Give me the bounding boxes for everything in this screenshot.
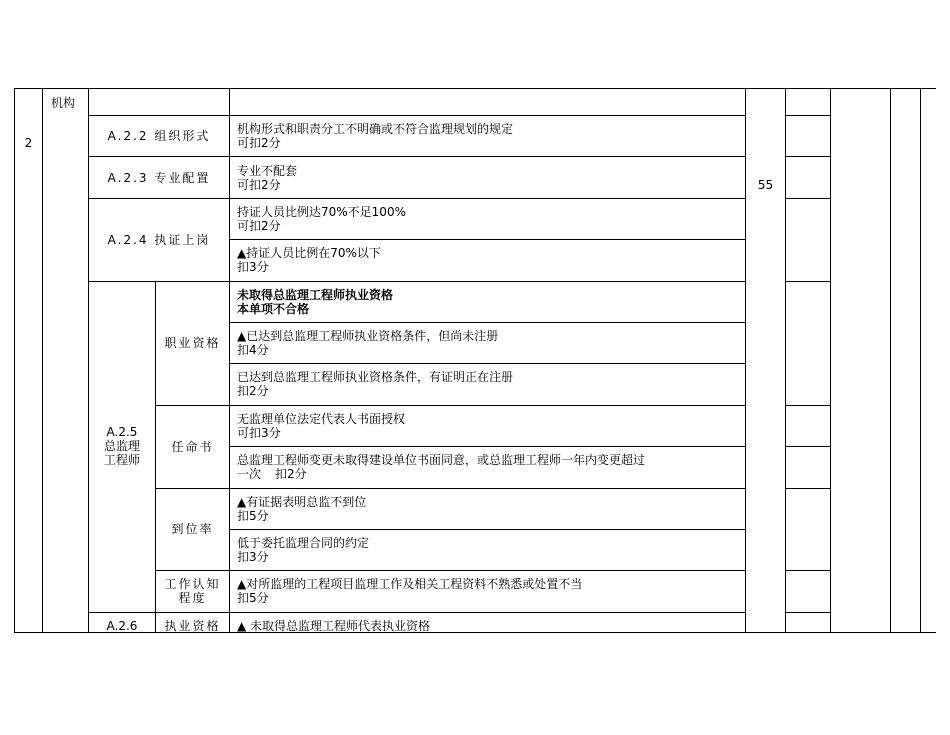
row-divider	[155, 405, 745, 406]
criterion-deduction: 扣2分	[275, 467, 307, 481]
col-divider	[229, 88, 230, 633]
criterion-deduction: 扣5分	[237, 509, 269, 523]
criterion-desc: ▲对所监理的工程项目监理工作及相关工程资料不熟悉或处置不当	[237, 577, 583, 591]
col-divider	[14, 88, 15, 633]
criterion-desc: 机构形式和职责分工不明确或不符合监理规划的规定	[237, 122, 514, 136]
item-label-a23: A.2.3 专业配置	[107, 171, 211, 185]
criterion-deduction: 扣2分	[237, 384, 269, 398]
row-divider	[229, 239, 745, 240]
row-divider	[88, 612, 745, 613]
criterion-desc: 持证人员比例达70%不足100%	[237, 205, 406, 219]
criterion-desc: 总监理工程师变更未取得建设单位书面同意，或总监理工程师一年内变更超过	[237, 453, 646, 467]
criterion-deduction: 可扣2分	[237, 178, 281, 192]
row-divider	[785, 198, 830, 199]
row-divider	[785, 115, 830, 116]
criterion-deduction: 可扣3分	[237, 426, 281, 440]
score-value: 55	[757, 178, 774, 192]
row-divider	[88, 281, 745, 282]
criterion-desc: 专业不配套	[237, 164, 298, 178]
col-divider	[890, 88, 891, 633]
row-divider	[785, 488, 830, 489]
sub-item-appointment: 任命书	[171, 440, 214, 454]
row-divider	[785, 281, 830, 282]
item-label-a24: A.2.4 执证上岗	[107, 233, 211, 247]
criterion-deduction: 可扣2分	[237, 136, 281, 150]
criterion-deduction: 扣5分	[237, 591, 269, 605]
sub-item-a26: 执业资格	[164, 619, 221, 633]
item-code-a25: A.2.5	[106, 425, 138, 439]
sub-item-familiarity: 工作认知	[164, 577, 221, 591]
col-divider	[745, 88, 746, 633]
criterion-desc: ▲ 未取得总监理工程师代表执业资格	[237, 619, 431, 633]
section-label: 机构	[51, 96, 76, 110]
criterion-deduction: 扣3分	[237, 260, 269, 274]
row-divider	[88, 198, 745, 199]
item-title-a25: 总监理	[103, 439, 140, 453]
row-divider	[785, 156, 830, 157]
row-divider	[229, 363, 745, 364]
row-divider	[785, 405, 830, 406]
col-divider	[42, 88, 43, 633]
sub-item-familiarity: 程度	[178, 591, 207, 605]
row-divider	[785, 612, 830, 613]
col-divider	[785, 88, 786, 633]
table-top-border	[14, 88, 936, 89]
criterion-deduction: 扣4分	[237, 343, 269, 357]
row-divider	[785, 570, 830, 571]
row-divider	[155, 570, 745, 571]
criterion-desc: 一次	[237, 467, 262, 481]
row-divider	[155, 488, 745, 489]
row-number: 2	[24, 136, 33, 150]
criterion-deduction: 可扣2分	[237, 219, 281, 233]
row-divider	[229, 446, 745, 447]
criterion-deduction: 本单项不合格	[237, 302, 310, 316]
row-divider	[88, 115, 745, 116]
row-divider	[229, 529, 745, 530]
criterion-desc: ▲已达到总监理工程师执业资格条件，但尚未注册	[237, 329, 499, 343]
col-divider	[830, 88, 831, 633]
sub-item-presence: 到位率	[171, 522, 214, 536]
col-divider	[920, 88, 921, 633]
criterion-desc: 已达到总监理工程师执业资格条件，有证明正在注册	[237, 370, 514, 384]
col-divider	[88, 88, 89, 633]
row-divider	[88, 156, 745, 157]
criterion-desc: 未取得总监理工程师执业资格	[237, 288, 394, 302]
item-code-a26: A.2.6	[106, 619, 138, 633]
sub-item-qualification: 职业资格	[164, 336, 221, 350]
criterion-desc: ▲持证人员比例在70%以下	[237, 246, 381, 260]
criterion-desc: ▲有证据表明总监不到位	[237, 495, 367, 509]
criterion-deduction: 扣3分	[237, 550, 269, 564]
criterion-desc: 低于委托监理合同的约定	[237, 536, 370, 550]
criterion-desc: 无监理单位法定代表人书面授权	[237, 412, 406, 426]
row-divider	[785, 446, 830, 447]
item-label-a22: A.2.2 组织形式	[107, 129, 211, 143]
item-title-a25: 工程师	[103, 453, 140, 467]
row-divider	[229, 322, 745, 323]
